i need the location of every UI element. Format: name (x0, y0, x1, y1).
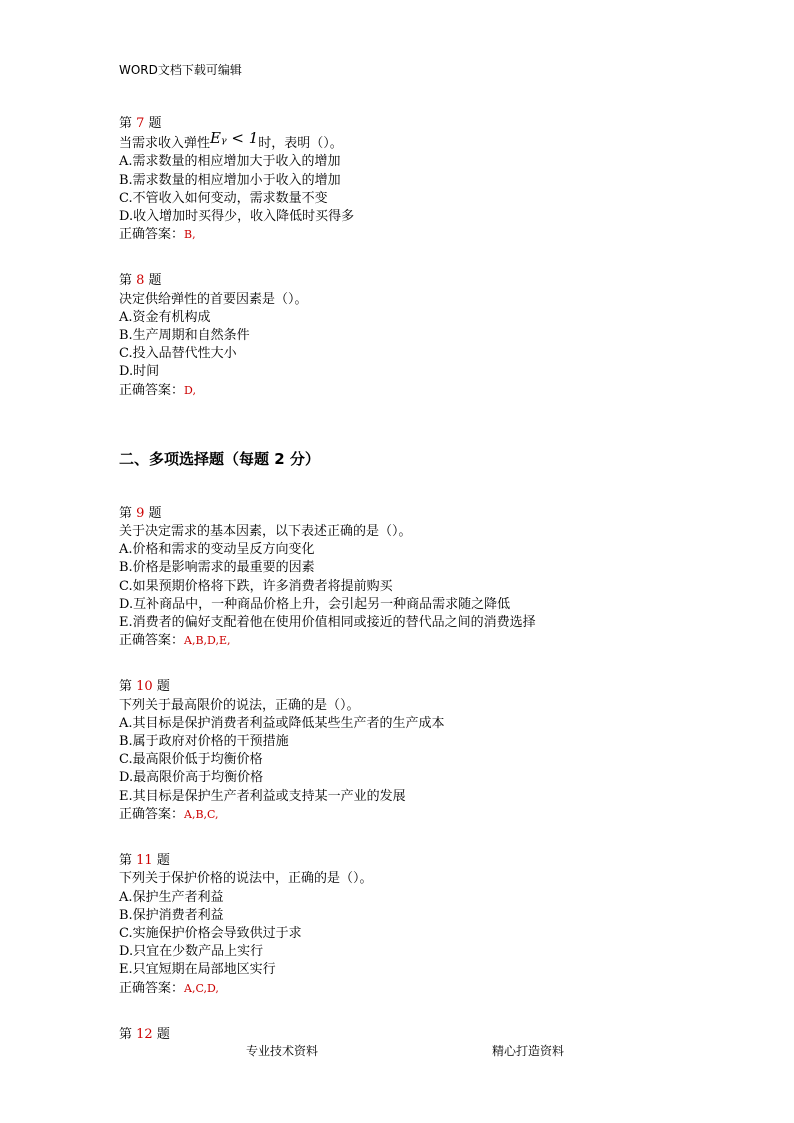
answer-value: D, (184, 383, 196, 397)
option-c: C.不管收入如何变动，需求数量不变 (119, 190, 328, 206)
document-body (119, 115, 759, 1072)
question-stem: 关于决定需求的基本因素，以下表述正确的是（）。 (119, 524, 412, 540)
footer-right: 精心打造资料 (492, 1044, 565, 1058)
question-stem: 决定供给弹性的首要因素是（）。 (119, 291, 308, 307)
title-prefix: 第 (119, 505, 137, 521)
option-d: D.互补商品中，一种商品价格上升，会引起另一种商品需求随之降低 (119, 596, 511, 612)
option-b: B.生产周期和自然条件 (119, 328, 250, 344)
answer-line (119, 632, 759, 650)
option-c: C.投入品替代性大小 (119, 346, 237, 362)
page-header: WORD文档下载可编辑 (119, 63, 242, 77)
option-d: D.只宜在少数产品上实行 (119, 944, 264, 960)
question-stem (119, 129, 759, 153)
footer-left: 专业技术资料 (246, 1044, 319, 1058)
stem-before: 当需求收入弹性 (119, 136, 211, 152)
title-suffix: 题 (144, 273, 162, 289)
answer-line (119, 806, 759, 824)
question-stem: 下列关于保护价格的说法中，正确的是（）。 (119, 871, 373, 887)
question-12 (119, 1026, 759, 1044)
question-7 (119, 115, 759, 244)
option-a: A.保护生产者利益 (119, 889, 224, 905)
title-prefix: 第 (119, 679, 137, 695)
question-11 (119, 852, 759, 998)
question-number: 8 (136, 273, 145, 289)
question-number: 7 (136, 116, 145, 131)
title-suffix: 题 (144, 116, 162, 131)
question-title (119, 678, 759, 696)
answer-line (119, 382, 759, 400)
question-number: 11 (136, 853, 153, 869)
question-title (119, 272, 759, 290)
option-a: A.资金有机构成 (119, 309, 211, 325)
option-c: C.实施保护价格会导致供过于求 (119, 925, 302, 941)
option-d: D.收入增加时买得少，收入降低时买得多 (119, 209, 355, 225)
answer-label: 正确答案： (119, 227, 185, 243)
stem-after: 时，表明（）。 (258, 136, 343, 152)
title-prefix: 第 (119, 853, 137, 869)
answer-line (119, 226, 759, 244)
question-number: 12 (136, 1026, 153, 1042)
question-number: 9 (136, 505, 145, 521)
question-title (119, 505, 759, 523)
title-prefix: 第 (119, 116, 137, 131)
option-e: E.消费者的偏好支配着他在使用价值相同或接近的替代品之间的消费选择 (119, 615, 536, 631)
option-c: C.如果预期价格将下跌，许多消费者将提前购买 (119, 578, 393, 594)
option-a: A.其目标是保护消费者利益或降低某些生产者的生产成本 (119, 715, 445, 731)
section-heading: 二、多项选择题（每题 2 分） (119, 449, 320, 468)
answer-line (119, 980, 759, 998)
option-e: E.只宜短期在局部地区实行 (119, 962, 276, 978)
math-formula: Eᵧ < 1 (210, 129, 259, 148)
answer-label: 正确答案： (119, 382, 185, 398)
option-e: E.其目标是保护生产者利益或支持某一产业的发展 (119, 788, 406, 804)
answer-value: A,B,C, (184, 807, 219, 821)
option-b: B.属于政府对价格的干预措施 (119, 734, 289, 750)
question-10 (119, 678, 759, 824)
option-d: D.最高限价高于均衡价格 (119, 770, 264, 786)
option-b: B.保护消费者利益 (119, 907, 224, 923)
option-b: B.需求数量的相应增加小于收入的增加 (119, 172, 341, 188)
answer-label: 正确答案： (119, 980, 185, 996)
answer-value: A,C,D, (184, 981, 219, 995)
question-9 (119, 505, 759, 651)
question-number: 10 (136, 679, 153, 695)
question-8 (119, 272, 759, 399)
option-a: A.价格和需求的变动呈反方向变化 (119, 542, 315, 558)
title-prefix: 第 (119, 1026, 137, 1042)
answer-label: 正确答案： (119, 806, 185, 822)
option-c: C.最高限价低于均衡价格 (119, 752, 263, 768)
title-suffix: 题 (144, 505, 162, 521)
title-prefix: 第 (119, 273, 137, 289)
option-d: D.时间 (119, 364, 160, 380)
title-suffix: 题 (152, 853, 170, 869)
answer-value: A,B,D,E, (184, 634, 231, 648)
option-b: B.价格是影响需求的最重要的因素 (119, 560, 315, 576)
question-stem: 下列关于最高限价的说法，正确的是（）。 (119, 697, 360, 713)
option-a: A.需求数量的相应增加大于收入的增加 (119, 154, 341, 170)
answer-value: B, (184, 228, 196, 242)
title-suffix: 题 (152, 1026, 170, 1042)
answer-label: 正确答案： (119, 633, 185, 649)
question-title (119, 1026, 759, 1044)
title-suffix: 题 (152, 679, 170, 695)
question-title (119, 852, 759, 870)
